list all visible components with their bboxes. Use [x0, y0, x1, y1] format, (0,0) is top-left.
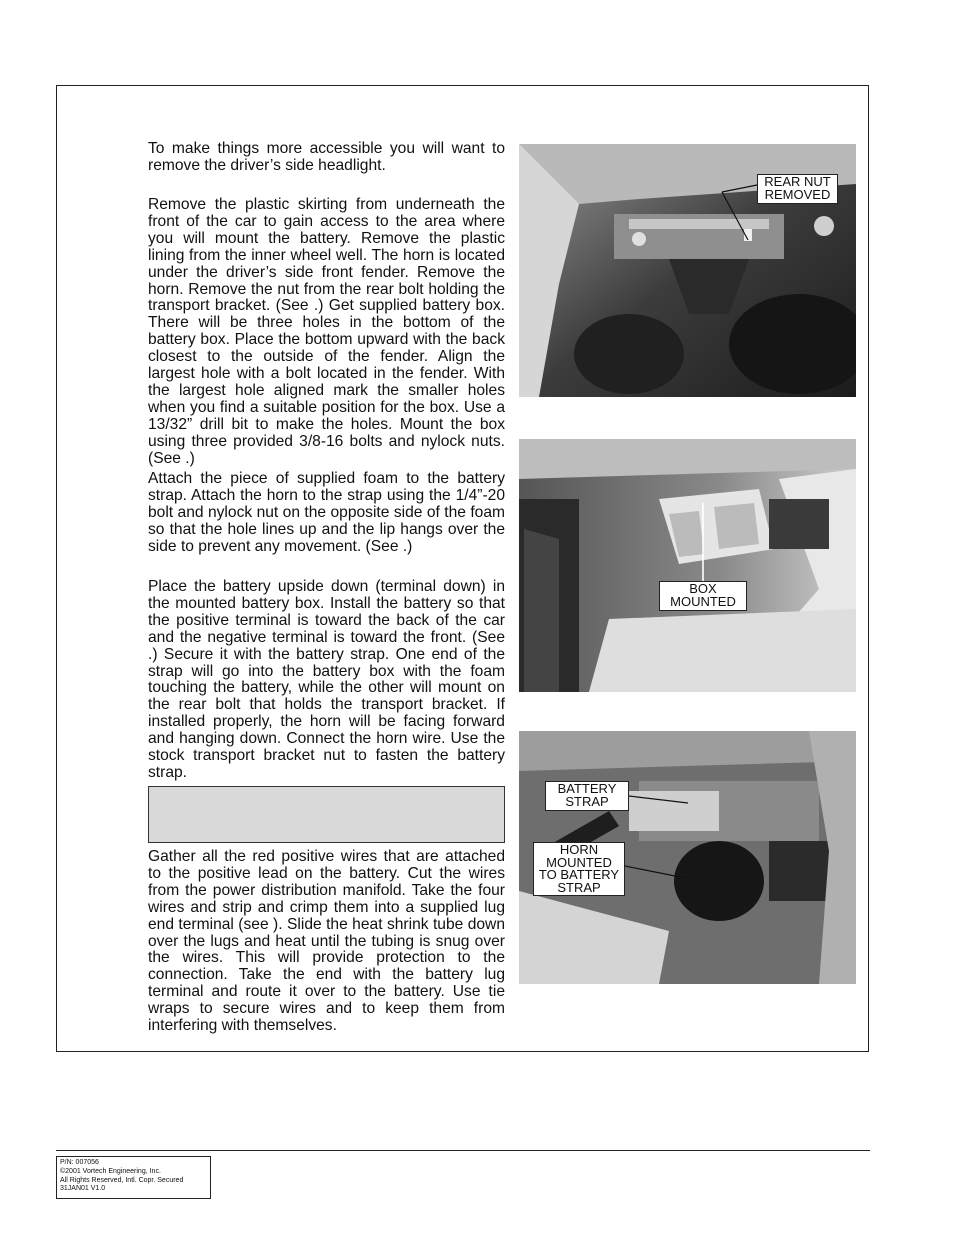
callout-battery-strap: [545, 781, 629, 811]
paragraph-text: To make things more accessible you will want to remove the driver’s side headlight.: [148, 140, 505, 174]
paragraph-text: Gather all the red positive wires that are attached to the positive lead on the battery. Cut the wires from the power distribution manifold. Take the four wires and strip and crimp them into a supplied lug end terminal (see ). Slide the heat shrink tube down over the lugs and heat until the tubing is snug over the wires. This will provide protection to the connection. Take the end with the battery lug terminal and route it over to the battery. Use tie wraps to secure wires and to keep them from interfering with themselves.: [148, 848, 505, 1035]
callout-line: STRAP: [565, 793, 609, 809]
version: 31JAN01 V1.0: [60, 1185, 106, 1193]
callout-line: BOX: [689, 581, 717, 596]
callout-line: MOUNTED: [670, 593, 736, 609]
callout-line: MOUNTED: [546, 854, 612, 870]
paragraph-text: Place the battery upside down (terminal down) in the mounted battery box. Install the battery so that the positive terminal is toward the back of the car and the negative terminal is toward the front. (See .) Secure it with the battery strap. One end of the strap will go into the battery box with the foam touching the battery, while the other will mount on the rear bolt that holds the transport bracket. If installed properly, the horn will be facing forward and hanging down. Connect the horn wire. Use the stock transport bracket nut to fasten the battery strap.: [148, 578, 505, 781]
callout-line: HORN: [559, 842, 599, 857]
footer-rule: [56, 1150, 870, 1151]
callout-line: REMOVED: [764, 186, 831, 202]
callout-box-mounted: [659, 581, 747, 611]
copyright: ©2001 Vortech Engineering, Inc.: [60, 1167, 161, 1175]
callout-line: REAR NUT: [764, 174, 831, 189]
callout-rear-nut-removed: [757, 174, 838, 204]
paragraph-text: Attach the piece of supplied foam to the battery strap. Attach the horn to the strap using the 1/4”-20 bolt and nylock nut on the opposite side of the foam so that the hole lines up and the lip hangs over the side to prevent any movement. (See .): [148, 470, 505, 555]
callout-line: BATTERY: [557, 781, 617, 796]
callout-line: TO BATTERY: [538, 867, 620, 882]
callout-horn-mounted: [533, 842, 625, 896]
callout-line: STRAP: [557, 879, 601, 895]
rights-reserved: All Rights Reserved, Intl. Copr. Secured: [60, 1176, 184, 1184]
footer-copyright-box: [56, 1156, 211, 1199]
paragraph-text: Remove the plastic skirting from underneath the front of the car to gain access to the area where you will mount the battery. Remove the plastic lining from the inner wheel well. The horn is located under the driver’s side front fender. Remove the horn. Remove the nut from the rear bolt holding the transport bracket. (See .) Get supplied battery box. There will be three holes in the bottom of the battery box. Place the bottom upward with the back closest to the outside of the fender. Align the largest hole with a bolt located in the fender. With the largest hole aligned mark the smaller holes when you find a suitable position for the box. Use a 13/32” drill bit to make the holes. Mount the box using three provided 3/8-16 bolts and nylock nuts. (See .): [148, 196, 505, 467]
part-number: P/N: 007056: [60, 1159, 99, 1166]
